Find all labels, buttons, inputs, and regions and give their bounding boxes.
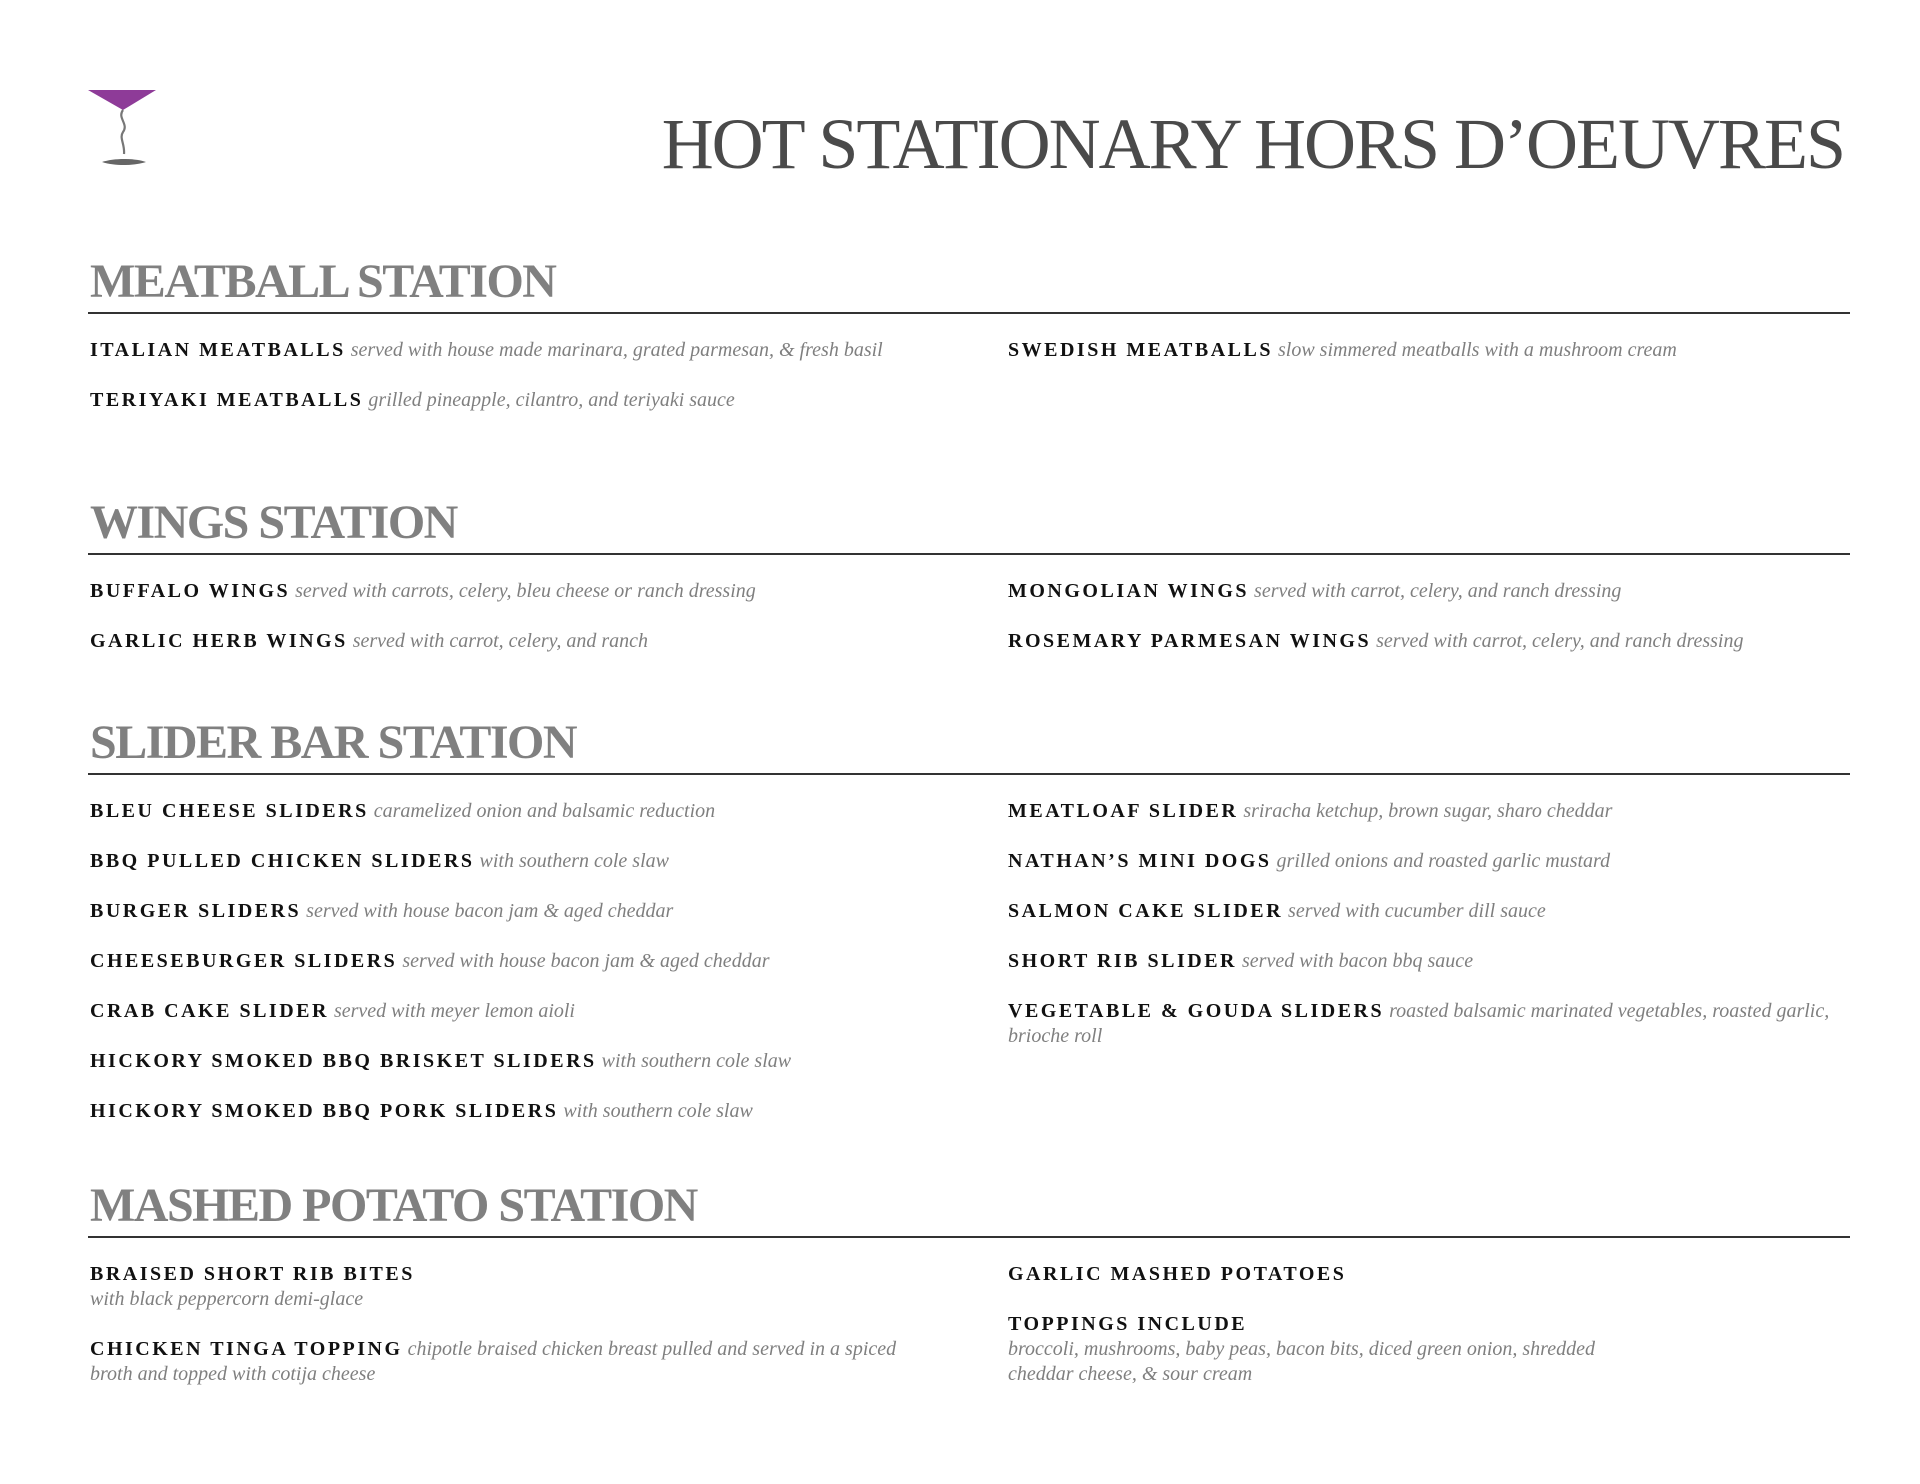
menu-item [1008,338,1850,363]
menu-item [90,899,920,924]
menu-item [1008,1312,1850,1387]
item-description: with southern cole slaw [601,1050,792,1072]
item-description: grilled pineapple, cilantro, and teriyaki sauce [368,389,735,411]
menu-item [90,1049,920,1074]
item-name: MONGOLIAN WINGS [1008,580,1250,602]
item-description: served with house bacon jam & aged cheddar [402,950,770,972]
left-column [90,799,920,1149]
menu-item [90,1262,920,1312]
menu-item [90,579,920,604]
item-description: with black peppercorn demi-glace [90,1288,364,1310]
item-description: served with meyer lemon aioli [333,1000,575,1022]
menu-item [1008,629,1850,654]
item-description: with southern cole slaw [563,1100,753,1122]
section-divider [88,553,1850,555]
item-name: TERIYAKI MEATBALLS [90,389,364,411]
section-columns [88,1262,1850,1412]
section-divider [88,312,1850,314]
item-name: CHICKEN TINGA TOPPING [90,1338,403,1360]
section-columns [88,338,1850,438]
glass-base [102,159,146,165]
menu-item [90,1337,920,1387]
menu-item [1008,999,1850,1049]
item-description: served with carrots, celery, bleu cheese or ranch dressing [295,580,756,602]
menu-item [90,849,920,874]
item-description: slow simmered meatballs with a mushroom cream [1277,339,1677,361]
item-name: VEGETABLE & GOUDA SLIDERS [1008,1000,1385,1022]
right-column [1008,799,1850,1149]
item-name: BRAISED SHORT RIB BITES [90,1263,415,1285]
item-name: HICKORY SMOKED BBQ BRISKET SLIDERS [90,1050,597,1072]
section-columns [88,799,1850,1149]
section-heading: WINGS STATION [90,496,457,549]
item-description: served with carrot, celery, and ranch [352,630,649,652]
section-wings-station [88,495,1850,679]
item-name: NATHAN’S MINI DOGS [1008,850,1272,872]
item-name: BBQ PULLED CHICKEN SLIDERS [90,850,475,872]
item-description: sriracha ketchup, brown sugar, sharo cheddar [1243,800,1613,822]
left-column [90,1262,920,1412]
item-name: CHEESEBURGER SLIDERS [90,950,398,972]
right-column [1008,1262,1850,1412]
menu-item [90,949,920,974]
item-description: served with house bacon jam & aged cheddar [306,900,674,922]
item-description: served with carrot, celery, and ranch dressing [1376,630,1744,652]
item-name: GARLIC MASHED POTATOES [1008,1263,1347,1285]
glass-bowl [88,90,156,110]
left-column [90,579,920,679]
item-name: ROSEMARY PARMESAN WINGS [1008,630,1372,652]
item-description: grilled onions and roasted garlic mustard [1276,850,1611,872]
left-column [90,338,920,438]
item-description: served with carrot, celery, and ranch dressing [1254,580,1622,602]
item-name: SALMON CAKE SLIDER [1008,900,1284,922]
martini-glass-icon [88,88,158,170]
item-name: BURGER SLIDERS [90,900,302,922]
right-column [1008,579,1850,679]
item-name: ITALIAN MEATBALLS [90,339,346,361]
item-description: broccoli, mushrooms, baby peas, bacon bits, diced green onion, shredded cheddar cheese, & sour cream [1008,1338,1595,1385]
item-name: TOPPINGS INCLUDE [1008,1313,1248,1335]
menu-item [90,999,920,1024]
right-column [1008,338,1850,438]
item-description: chipotle braised chicken breast pulled and served in a spiced broth and topped with cotija cheese [90,1338,897,1385]
menu-item [1008,949,1850,974]
menu-item [1008,579,1850,604]
section-slider-bar-station [88,715,1850,1149]
item-description: served with cucumber dill sauce [1288,900,1546,922]
item-description: served with bacon bbq sauce [1242,950,1474,972]
menu-item [90,629,920,654]
menu-item [1008,1262,1850,1287]
section-heading: MASHED POTATO STATION [90,1179,697,1232]
menu-item [90,799,920,824]
section-divider [88,1236,1850,1238]
item-name: GARLIC HERB WINGS [90,630,348,652]
item-name: CRAB CAKE SLIDER [90,1000,329,1022]
menu-item [90,338,920,363]
section-meatball-station [88,254,1850,438]
menu-item [1008,849,1850,874]
menu-item [1008,799,1850,824]
item-name: BLEU CHEESE SLIDERS [90,800,369,822]
item-description: served with house made marinara, grated parmesan, & fresh basil [350,339,883,361]
item-name: SHORT RIB SLIDER [1008,950,1237,972]
page-title: HOT STATIONARY HORS D’OEUVRES [661,104,1844,184]
item-name: BUFFALO WINGS [90,580,291,602]
section-columns [88,579,1850,679]
item-description: caramelized onion and balsamic reduction [373,800,716,822]
item-name: SWEDISH MEATBALLS [1008,339,1273,361]
menu-item [1008,899,1850,924]
section-heading: SLIDER BAR STATION [90,716,577,769]
section-heading: MEATBALL STATION [90,255,556,308]
item-name: HICKORY SMOKED BBQ PORK SLIDERS [90,1100,559,1122]
glass-stem [121,110,124,154]
item-description: roasted balsamic marinated vegetables, roasted garlic, brioche roll [1008,1000,1830,1047]
section-mashed-potato-station [88,1178,1850,1412]
menu-item [90,1099,920,1124]
section-divider [88,773,1850,775]
menu-item [90,388,920,413]
item-description: with southern cole slaw [479,850,669,872]
item-name: MEATLOAF SLIDER [1008,800,1239,822]
